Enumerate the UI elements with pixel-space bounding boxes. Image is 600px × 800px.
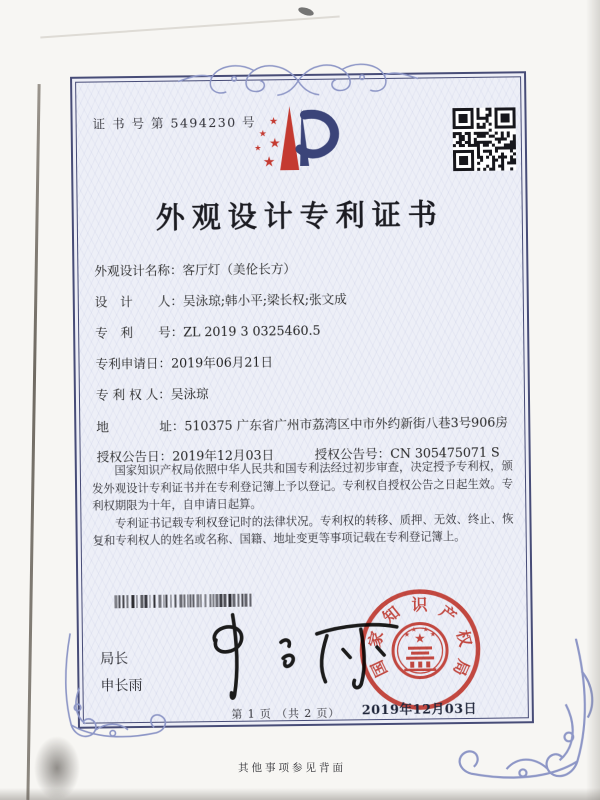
field-value: ZL 2019 3 0325460.5 bbox=[183, 322, 321, 340]
star-icon: ★ bbox=[262, 154, 276, 171]
legal-text bbox=[92, 457, 514, 550]
field-value: 2019年06月21日 bbox=[171, 354, 274, 371]
seal-date: 2019年12月03日 bbox=[361, 701, 478, 719]
star-icon: ★ bbox=[258, 129, 267, 140]
field-value: 2019年12月03日 bbox=[172, 447, 275, 464]
logo-red-wedge bbox=[279, 106, 299, 170]
svg-text:★: ★ bbox=[422, 625, 430, 634]
field-value: CN 305475071 S bbox=[390, 444, 500, 461]
star-icon: ★ bbox=[254, 143, 262, 153]
certificate-number: 证 书 号 第 5494230 号 bbox=[92, 114, 257, 132]
field-value: 吴泳琼;韩小平;梁长权;张文成 bbox=[182, 291, 347, 309]
seal-ring-char: 知 bbox=[379, 602, 404, 628]
field-patentee bbox=[96, 383, 209, 403]
field-designers bbox=[95, 288, 347, 310]
field-label: 外观设计名称： bbox=[94, 262, 183, 279]
field-value: 510375 广东省广州市荔湾区中市外约新街八巷3号906房 bbox=[184, 414, 508, 434]
field-label: 专 利 号： bbox=[95, 324, 184, 341]
cnipa-logo bbox=[248, 101, 345, 186]
field-label: 授权公告号： bbox=[314, 445, 391, 462]
field-value: 客厅灯（美伦长方） bbox=[182, 261, 296, 278]
scan-shadow bbox=[586, 0, 600, 800]
svg-text:★: ★ bbox=[410, 625, 418, 634]
seal-ring-char: 产 bbox=[435, 601, 460, 627]
signer-name: 申长雨 bbox=[100, 677, 143, 695]
seal-ring-text bbox=[354, 584, 486, 719]
field-label: 设 计 人： bbox=[94, 293, 184, 310]
certificate-frame bbox=[70, 71, 534, 729]
field-label: 授权公告日： bbox=[96, 448, 173, 465]
field-patent-number bbox=[95, 320, 321, 342]
scan-smudge bbox=[297, 6, 314, 18]
seal-ring-char: 识 bbox=[411, 594, 428, 615]
signer-block bbox=[100, 646, 143, 701]
back-note: 其他事项参见背面 bbox=[238, 762, 346, 774]
svg-text:★: ★ bbox=[403, 630, 411, 639]
svg-text:★: ★ bbox=[429, 630, 437, 639]
legal-paragraph: 国家知识产权局依照中华人民共和国专利法经过初步审查，决定授予专利权，颁发外观设计专利证书并在专利登记簿上予以登记。专利权自授权公告之日起生效。专利权期限为十年，自申请日起算。 bbox=[91, 459, 514, 513]
signer-title: 局长 bbox=[100, 651, 129, 668]
paper-left-edge bbox=[26, 84, 40, 800]
field-label: 专利申请日： bbox=[95, 355, 172, 372]
seal-ring-char: 局 bbox=[449, 656, 474, 680]
qr-code bbox=[452, 107, 516, 171]
seal-ring-char: 权 bbox=[452, 628, 475, 649]
seal-ring-char: 家 bbox=[365, 629, 388, 650]
seal-ring-char: 国 bbox=[367, 657, 392, 681]
legal-paragraph: 专利证书记载专利权登记时的法律状况。专利权的转移、质押、无效、终止、恢复和专利权人的姓名或名称、国籍、地址变更等事项记载在专利登记簿上。 bbox=[92, 511, 514, 548]
star-icon: ★ bbox=[269, 116, 279, 128]
field-design-name bbox=[94, 258, 296, 279]
scan-shadow bbox=[0, 788, 600, 800]
paper-top-edge bbox=[40, 16, 339, 39]
page-number: 第 1 页 （共 2 页） bbox=[231, 706, 341, 721]
star-icon: ★ bbox=[268, 136, 281, 152]
field-value: 吴泳琼 bbox=[170, 386, 209, 402]
field-application-date bbox=[95, 351, 273, 372]
svg-text:★: ★ bbox=[414, 631, 426, 647]
field-label: 专 利 权 人： bbox=[95, 386, 171, 403]
field-label: 地 址： bbox=[96, 418, 185, 435]
certificate-title: 外观设计专利证书 bbox=[155, 197, 444, 235]
official-red-seal bbox=[354, 584, 486, 719]
